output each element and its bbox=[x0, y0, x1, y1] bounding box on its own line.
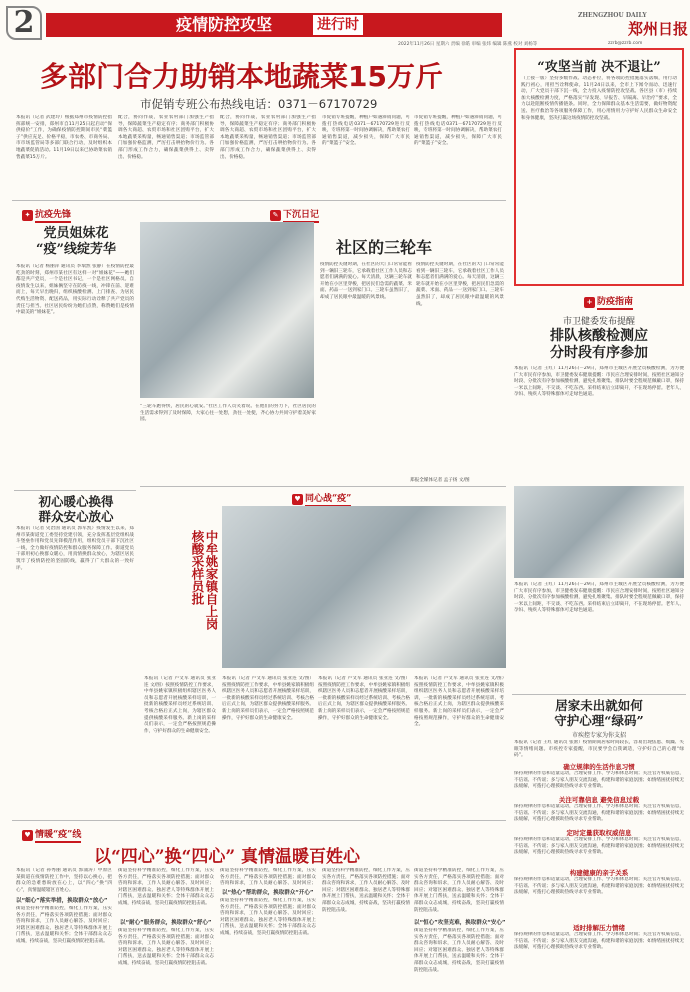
lead-col-3: 配合，协同作战，农业农村部门加强生产指导，保障蔬菜生产稳定有序；商务部门积极协调各大商超、农贸市场和社区团购平台，扩大本地蔬菜采购量，畅通销售渠道；市场监管部门加强价格监测，严厉打击哄抬物价行为。各部门形成工作合力，确保蔬菜供得上、卖得出、价格稳。 bbox=[220, 115, 316, 160]
green-heading-4: 构建健康的亲子关系 bbox=[569, 869, 629, 877]
together-body-3: 本报讯（记者 卢文军 通讯员 张亚连 文/图）按照疫情防控工作要求，中牟县姚家镇积极组织辖区医务人员和志愿者开展核酸采样培训，一批新的核酸采样员经过系统培训、考核合格后正式上岗，为辖区群众提供核酸采样服务。新上岗的采样员们表示，一定会严格按照规范操作，守护好群众的生命健康安全。 bbox=[318, 676, 410, 721]
subsection-badge: 进行时 bbox=[312, 14, 364, 36]
green-heading-2: 关注可靠信息 避免信息过载 bbox=[558, 796, 640, 804]
green-heading-5: 适时排解压力情绪 bbox=[573, 924, 625, 932]
boxed-article bbox=[514, 48, 684, 286]
section-title: 疫情防控攻坚 bbox=[176, 15, 273, 34]
divider bbox=[140, 486, 506, 487]
pen-icon: ✎ bbox=[270, 210, 281, 221]
divider bbox=[12, 200, 506, 201]
feelings-title: 以“四心”换“四心” 真情温暖百姓心 bbox=[94, 847, 361, 867]
hands-icon: ♥ bbox=[292, 494, 303, 505]
pioneer-tag bbox=[22, 207, 71, 223]
section-band bbox=[46, 13, 502, 37]
together-tag bbox=[292, 491, 351, 507]
pioneer-title: 党员姐妹花 “疫”线绽芳华 bbox=[36, 226, 116, 257]
feelings-sub-3: 以“热心”帮助群众，换取群众“开心” bbox=[222, 890, 314, 896]
green-col-5: 保持规律的作息和适量运动，合理安排工作、学习和休息时间；关注官方权威信息，不信谣、不传谣；多与家人朋友交流沟通，构建和谐的家庭氛围；如情绪困扰持续无法缓解，可拨打心理援助热线寻求专业帮助。 bbox=[514, 932, 684, 951]
guide-title: 排队核酸检测应 分时段有序参加 bbox=[550, 328, 648, 361]
date-line: 2022年11月26日 星期六 责编 徐皓 审编 张炜 编辑 陈燕 校对 刘杨等 bbox=[398, 42, 538, 47]
feelings-body: 本报讯（记者 孙秀丽 通讯员 郭涌涛）中原区某街道在疫情防控工作中，坚持以心换心，把群众的急难愁盼放在心上，以“四心”换“四心”，真情温暖辖区百姓心。 bbox=[16, 868, 112, 893]
feelings-sub-4: 以“恒心”攻坚克难，换取群众“安心” bbox=[414, 920, 506, 926]
guide-body-1: 本报讯（记者 王红）11月26日－29日，郑州市主城区开展全员核酸检测，为方便广大市民有序参加，市卫健委发布健康提醒：市民应合理安排时间，按照社区通知分时段、分批次有序参加核酸检测，避免扎堆聚集。排队时要全程规范佩戴口罩，保持一米以上间距，不交谈、不吃东西。采样结束后立即离开，不在现场停留。老年人、孕妇、残疾人等特殊群体可走绿色通道。 bbox=[514, 366, 684, 398]
pioneer-tag-label: 抗疫先锋 bbox=[35, 207, 71, 223]
guide-title-small: 市卫健委发布提醒 bbox=[562, 317, 635, 327]
paper-logo: 郑州日报 bbox=[628, 20, 689, 38]
together-body-2: 本报讯（记者 卢文军 通讯员 张亚连 文/图）按照疫情防控工作要求，中牟县姚家镇积极组织辖区医务人员和志愿者开展核酸采样培训，一批新的核酸采样员经过系统培训、考核合格后正式上岗，为辖区群众提供核酸采样服务。新上岗的采样员们表示，一定会严格按照规范操作，守护好群众的生命健康安全。 bbox=[222, 676, 314, 721]
warm-title: 初心暖心换得 群众安心放心 bbox=[38, 494, 114, 524]
green-body: 本报讯（记者 王红 通讯员 张蕾）疫情期间居家时间较长，容易出现焦虑、烦躁、失眠等情绪问题。市疾控专家提醒，市民要学会自我调适，守护好自己的心理“绿码”。 bbox=[514, 740, 684, 759]
warm-body: 本报讯（记者 史治国 通讯员 郭军凯）疫情发生以来，郑州市某街道党工委坚持党建引领，充分发挥基层党组织战斗堡垒作用和党员先锋模范作用，组织党员干部下沉社区一线，全力做好疫情防控和群众服务保障工作。街道党员干部用初心换群众暖心，用真情换群众放心，为辖区居民筑牢了疫情防控的坚固防线，赢得了广大群众的一致好评。 bbox=[16, 526, 134, 571]
lead-col-4: 市促销专班提醒，种植户如遇滞销问题，可拨打热线电话0371－67170729进行反映，专班将第一时间协调解决，帮助菜农打通销售渠道，减少损失，保障广大市民的“菜篮子”安全。 bbox=[322, 115, 410, 147]
together-photo-top bbox=[222, 506, 506, 668]
feelings-col-2: 街道坚持科学精准防控，细化工作方案，压实各方责任，严格落实各项防控措施；面对群众咨询和诉求，工作人员耐心解答、及时回应；对辖区困难群众、独居老人等特殊群体开展上门帮扶，送去温暖和关怀；全体干部群众众志成城，持续奋战，坚决打赢疫情防控阻击战。 bbox=[118, 868, 214, 906]
guide-photo bbox=[514, 486, 684, 578]
page-number: 2 bbox=[6, 6, 42, 40]
boxed-title: “攻坚当前 决不退让” bbox=[537, 60, 661, 75]
divider bbox=[12, 820, 506, 821]
green-heading-3: 定时定量获取权威信息 bbox=[566, 829, 632, 837]
guide-tag bbox=[584, 294, 633, 310]
together-body-1: 本报讯（记者 卢文军 通讯员 张亚连 文/图）按照疫情防控工作要求，中牟县姚家镇积极组织辖区医务人员和志愿者开展核酸采样培训，一批新的核酸采样员经过系统培训、考核合格后正式上岗，为辖区群众提供核酸采样服务。新上岗的采样员们表示，一定会严格按照规范操作，守护好群众的生命健康安全。 bbox=[144, 676, 216, 734]
feelings-sub-2: 以“耐心”服务群众，换取群众“舒心” bbox=[120, 920, 212, 926]
lead-col-1: 本报讯（记者 武建玲）根据郑州市疫情防控指挥部统一安排，郑州市自11月25日起启动“保供稳价”工作，为确保疫情防控期间市民“菜篮子”供应充足、价格平稳，市农委、市商务局、市市场监管局等多部门联合行动，及时组织本地蔬菜促销活动。11月19日以来已协助菜农销售蔬菜15万斤。 bbox=[16, 115, 112, 160]
green-title: 居家未出就如何 守护心理“绿码” bbox=[554, 698, 644, 728]
community-title: 社区的三轮车 bbox=[336, 238, 433, 257]
green-col-1: 保持规律的作息和适量运动，合理安排工作、学习和休息时间；关注官方权威信息，不信谣、不传谣；多与家人朋友交流沟通，构建和谐的家庭氛围；如情绪困扰持续无法缓解，可拨打心理援助热线寻求专业帮助。 bbox=[514, 771, 684, 790]
feelings-col-5b: 街道坚持科学精准防控，细化工作方案，压实各方责任，严格落实各项防控措施；面对群众咨询和诉求，工作人员耐心解答、及时回应；对辖区困难群众、独居老人等特殊群体开展上门帮扶，送去温暖和关怀；全体干部群众众志成城，持续奋战，坚决打赢疫情防控阻击战。 bbox=[414, 928, 504, 973]
email: zzrb@zzrb.com bbox=[608, 41, 643, 46]
together-tag-label: 同心战“疫” bbox=[305, 491, 351, 507]
lead-col-2: 配合，协同作战，农业农村部门加强生产指导，保障蔬菜生产稳定有序；商务部门积极协调各大商超、农贸市场和社区团购平台，扩大本地蔬菜采购量，畅通销售渠道；市场监管部门加强价格监测，严厉打击哄抬物价行为。各部门形成工作合力，确保蔬菜供得上、卖得出、价格稳。 bbox=[118, 115, 214, 160]
green-subtitle: 市疾控专家为你支招 bbox=[571, 732, 626, 739]
feelings-col-1: 街道坚持科学精准防控，细化工作方案，压实各方责任，严格落实各项防控措施；面对群众咨询和诉求，工作人员耐心解答、及时回应；对辖区困难群众、独居老人等特殊群体开展上门帮扶，送去温暖和关怀；全体干部群众众志成城，持续奋战，坚决打赢疫情防控阻击战。 bbox=[16, 906, 112, 944]
feelings-tag-label: 情暖“疫”线 bbox=[35, 827, 81, 843]
community-body-2: 疫情防控关键时期，在社区的大门口常常能看到一辆旧三轮车，它承载着社区工作人员和志愿者们满满的爱心。每天清晨，这辆三轮车就开始在小区里穿梭，把居民们急需的蔬菜、米面、药品一一送到家门口。三轮车虽然旧了，却成了居民眼中最温暖的风景线。 bbox=[416, 262, 504, 307]
community-photo bbox=[140, 222, 314, 398]
community-body-1: 疫情防控关键时期，在社区的大门口常常能看到一辆旧三轮车，它承载着社区工作人员和志愿者们满满的爱心。每天清晨，这辆三轮车就开始在小区里穿梭，把居民们急需的蔬菜、米面、药品一一送到家门口。三轮车虽然旧了，却成了居民眼中最温暖的风景线。 bbox=[320, 262, 412, 300]
together-body-4: 本报讯（记者 卢文军 通讯员 张亚连 文/图）按照疫情防控工作要求，中牟县姚家镇积极组织辖区医务人员和志愿者开展核酸采样培训，一批新的核酸采样员经过系统培训、考核合格后正式上岗，为辖区群众提供核酸采样服务。新上岗的采样员们表示，一定会严格按照规范操作，守护好群众的生命健康安全。 bbox=[414, 676, 504, 728]
lead-headline: 多部门合力助销本地蔬菜15万斤 bbox=[40, 60, 443, 93]
feelings-col-5: 街道坚持科学精准防控，细化工作方案，压实各方责任，严格落实各项防控措施；面对群众咨询和诉求，工作人员耐心解答、及时回应；对辖区困难群众、独居老人等特殊群体开展上门帮扶，送去温暖和关怀；全体干部群众众志成城，持续奋战，坚决打赢疫情防控阻击战。 bbox=[414, 868, 504, 913]
lead-col-5: 市促销专班提醒，种植户如遇滞销问题，可拨打热线电话0371－67170729进行反映，专班将第一时间协调解决，帮助菜农打通销售渠道，减少损失，保障广大市民的“菜篮子”安全。 bbox=[414, 115, 502, 147]
paper-en: ZHENGZHOU DAILY bbox=[578, 12, 647, 19]
feelings-col-3b: 街道坚持科学精准防控，细化工作方案，压实各方责任，严格落实各项防控措施；面对群众咨询和诉求，工作人员耐心解答、及时回应；对辖区困难群众、独居老人等特殊群体开展上门帮扶，送去温暖和关怀；全体干部群众众志成城，持续奋战，坚决打赢疫情防控阻击战。 bbox=[220, 898, 316, 936]
masthead bbox=[0, 0, 690, 46]
green-col-2: 保持规律的作息和适量运动，合理安排工作、学习和休息时间；关注官方权威信息，不信谣、不传谣；多与家人朋友交流沟通，构建和谐的家庭氛围；如情绪困扰持续无法缓解，可拨打心理援助热线寻求专业帮助。 bbox=[514, 804, 684, 823]
feelings-col-4: 街道坚持科学精准防控，细化工作方案，压实各方责任，严格落实各项防控措施；面对群众咨询和诉求，工作人员耐心解答、及时回应；对辖区困难群众、独居老人等特殊群体开展上门帮扶，送去温暖和关怀；全体干部群众众志成城，持续奋战，坚决打赢疫情防控阻击战。 bbox=[322, 868, 410, 913]
divider bbox=[14, 490, 136, 491]
lead-subhead: 市促销专班公布热线电话：0371－67170729 bbox=[140, 97, 378, 111]
shield-icon: + bbox=[584, 297, 595, 308]
green-col-3: 保持规律的作息和适量运动，合理安排工作、学习和休息时间；关注官方权威信息，不信谣、不传谣；多与家人朋友交流沟通，构建和谐的家庭氛围；如情绪困扰持续无法缓解，可拨打心理援助热线寻求专业帮助。 bbox=[514, 837, 684, 856]
guide-body-2: 本报讯（记者 王红）11月26日－29日，郑州市主城区开展全员核酸检测，为方便广大市民有序参加，市卫健委发布健康提醒：市民应合理安排时间，按照社区通知分时段、分批次有序参加核酸检测，避免扎堆聚集。排队时要全程规范佩戴口罩，保持一米以上间距，不交谈、不吃东西。采样结束后立即离开，不在现场停留。老年人、孕妇、残疾人等特殊群体可走绿色通道。 bbox=[514, 582, 684, 614]
boxed-body: （上接一版）坚持多级作战、动态补位，将各项防控措施落实落细，用行动践行初心，用担当诠释使命。11月24日以来，全市上下闻令而动、迅速行动，广大党员干部下沉一线，全力投入疫情防控攻坚战。各区县（市）持续加大核酸检测力度，严格落实“早发现、早报告、早隔离、早治疗”要求，全力以赴阻断疫情传播链条。同时，全力保障群众基本生活需要，做好物资配送、医疗救治等各项服务保障工作，用心用情用力守护好人民群众生命安全和身体健康，坚决打赢这场疫情防控攻坚战。 bbox=[521, 76, 677, 121]
pioneer-body: 本报讯（记者 杨丽萍 通讯员 李瑞然 张静）在疫情防控最吃劲的时刻，郑州市某社区有这样一对“姐妹花”——她们都是共产党员，一个是社区书记，一个是社区网格员。自疫情发生以来，姐妹俩坚守在防疫一线，冲锋在前、迎难而上，每天早出晚归，组织核酸检测、上门排查、为居民代购生活物资、配送药品，用实际行动诠释了共产党员的责任与担当。社区居民纷纷为她们点赞，称赞她们是疫情中最美的“姐妹花”。 bbox=[16, 264, 134, 316]
guide-tag-label: 防疫指南 bbox=[597, 294, 633, 310]
together-vertical-title: 中牟姚家镇自上岗 核酸采样员批 bbox=[190, 530, 219, 630]
feelings-sub-1: 以“细心”落实举措，换取群众“放心” bbox=[16, 898, 108, 904]
feelings-tag bbox=[22, 827, 81, 843]
heart-icon: ♥ bbox=[22, 830, 33, 841]
feelings-col-3: 街道坚持科学精准防控，细化工作方案，压实各方责任，严格落实各项防控措施；面对群众咨询和诉求，工作人员耐心解答、及时回应； bbox=[220, 868, 316, 886]
green-col-4: 保持规律的作息和适量运动，合理安排工作、学习和休息时间；关注官方权威信息，不信谣、不传谣；多与家人朋友交流沟通，构建和谐的家庭氛围；如情绪困扰持续无法缓解，可拨打心理援助热线寻求专业帮助。 bbox=[514, 877, 684, 896]
community-byline: 郑报全媒体记者 孟子扬 文/图 bbox=[410, 478, 470, 483]
flag-icon: ✦ bbox=[22, 210, 33, 221]
community-tag bbox=[270, 207, 319, 223]
feelings-col-2b: 街道坚持科学精准防控，细化工作方案，压实各方责任，严格落实各项防控措施；面对群众咨询和诉求，工作人员耐心解答、及时回应；对辖区困难群众、独居老人等特殊群体开展上门帮扶，送去温暖和关怀；全体干部群众众志成城，持续奋战，坚决打赢疫情防控阻击战。 bbox=[118, 928, 214, 966]
divider bbox=[512, 694, 686, 695]
green-heading-1: 确立规律的生活作息习惯 bbox=[563, 763, 635, 771]
community-tag-label: 下沉日记 bbox=[283, 207, 319, 223]
community-body-3: “三轮车跑得快，居民的心就安。”社区工作人员笑着说。在他们的努力下，社区居民的生活需求得到了及时保障，大家心往一处想，劲往一处使，齐心协力共同守护着美好家园。 bbox=[140, 404, 316, 423]
